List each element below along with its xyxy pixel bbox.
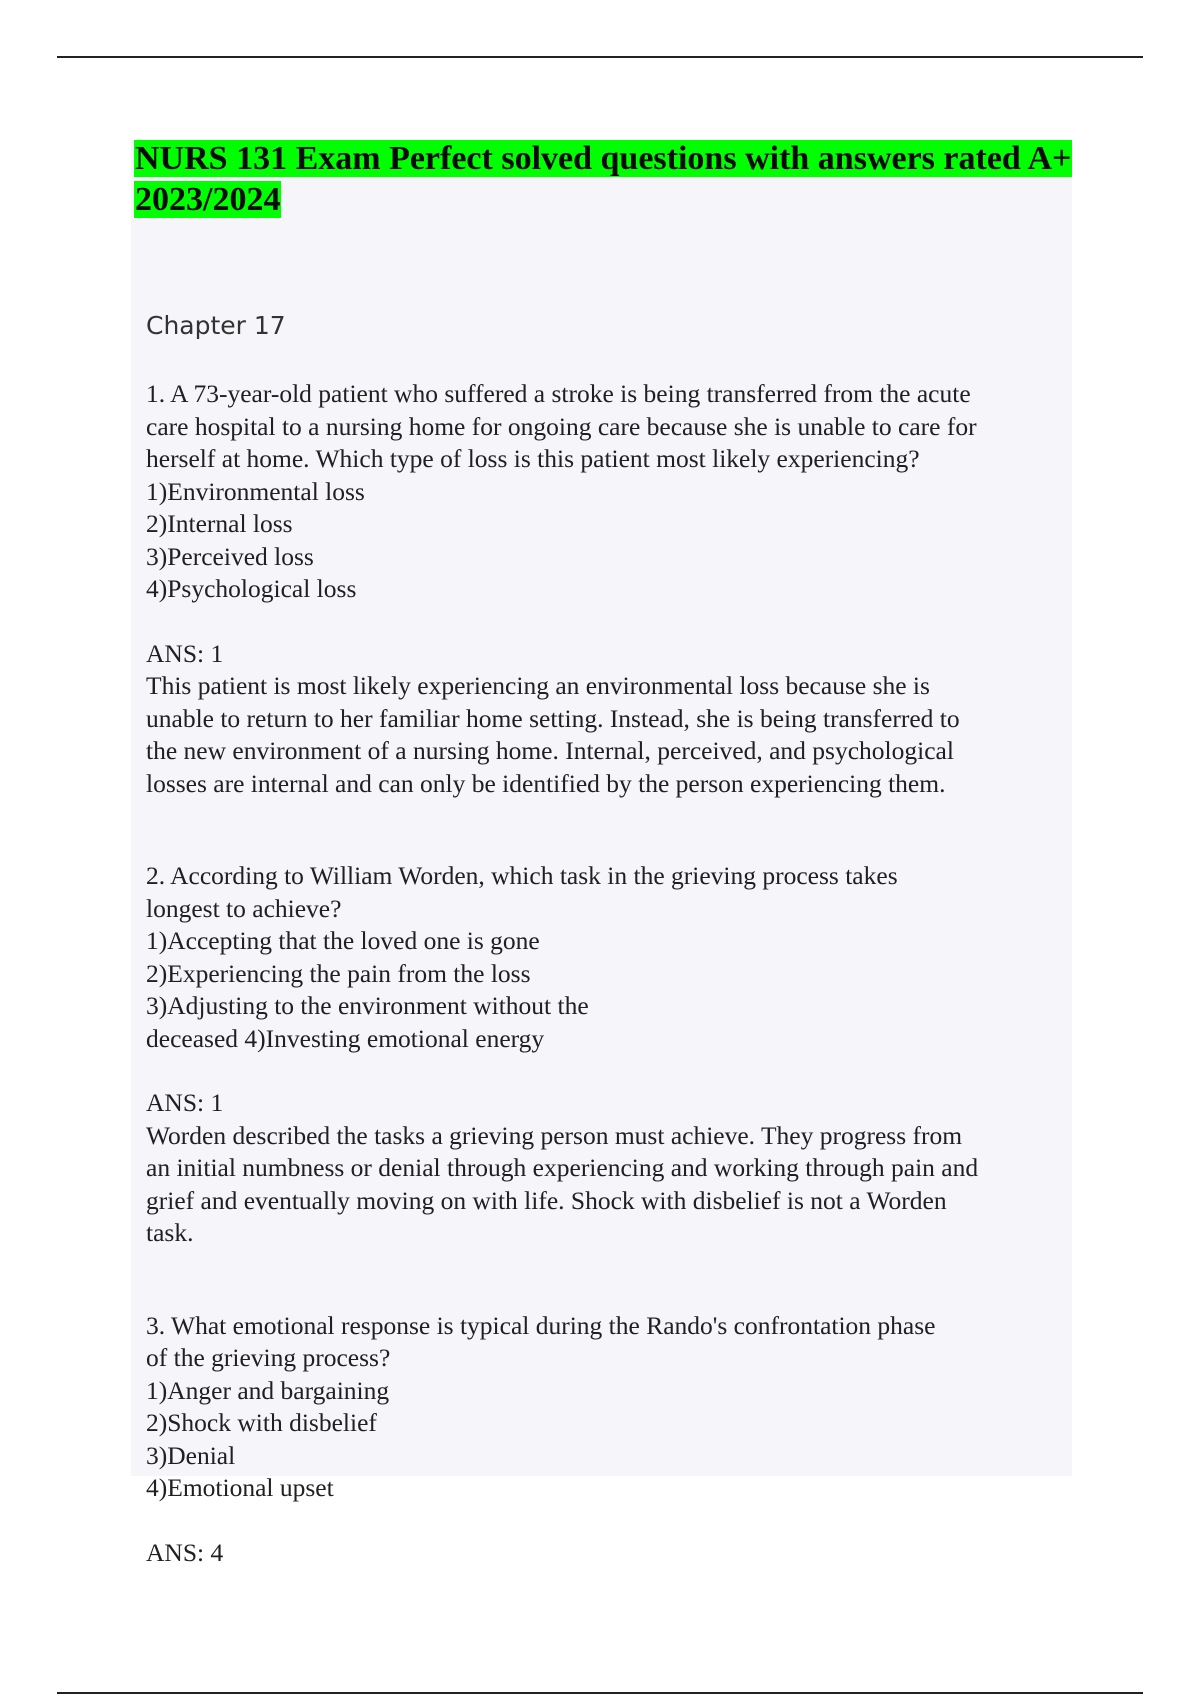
answer-option: 2)Experiencing the pain from the loss [146,958,531,988]
title-highlight: NURS 131 Exam Perfect solved questions with answers rated A+ 2023/2024 [135,140,1072,218]
rationale-line: unable to return to her familiar home setting. Instead, she is being transferred to [146,703,960,733]
document-title [134,138,1084,220]
answer-key: ANS: 4 [146,1537,224,1567]
rationale-line: losses are internal and can only be identified by the person experiencing them. [146,768,946,798]
rationale-line: the new environment of a nursing home. Internal, perceived, and psychological [146,736,954,765]
rationale-line: This patient is most likely experiencing an environmental loss because she is [146,671,930,700]
rationale-line: Worden described the tasks a grieving person must achieve. They progress from [146,1120,963,1150]
answer-key: ANS: 1 [146,1088,224,1117]
answer-option: 1)Accepting that the loved one is gone [146,926,540,955]
answer-option: 3)Perceived loss [146,541,314,571]
top-rule [57,56,1143,58]
answer-option: 3)Adjusting to the environment without the [146,991,589,1020]
question-stem-line: 3. What emotional response is typical during the Rando's confrontation phase [146,1310,936,1340]
spacer [146,1055,1076,1087]
answer-option: 2)Internal loss [146,509,293,538]
rationale-line: task. [146,1218,194,1247]
bottom-rule [57,1692,1143,1694]
question-stem-line: of the grieving process? [146,1343,391,1372]
spacer [146,606,1076,638]
answer-option: 4)Emotional upset [146,1473,334,1502]
question-stem-line: 1. A 73-year-old patient who suffered a stroke is being transferred from the acute [146,379,971,408]
answer-option: 1)Environmental loss [146,476,365,506]
rationale-line: grief and eventually moving on with life. Shock with disbelief is not a Worden [146,1185,947,1215]
question-item [146,860,1076,1250]
answer-option: deceased 4)Investing emotional energy [146,1023,545,1053]
rationale-line: an initial numbness or denial through experiencing and working through pain and [146,1153,979,1182]
question-item [146,1310,1076,1570]
answer-option: 4)Psychological loss [146,574,357,603]
question-stem-line: care hospital to a nursing home for ongoing care because she is unable to care for [146,411,977,441]
spacer [146,800,1076,860]
answer-option: 2)Shock with disbelief [146,1408,377,1437]
chapter-heading: Chapter 17 [146,311,286,340]
spacer [146,1505,1076,1537]
question-stem-line: longest to achieve? [146,893,342,923]
question-stem-line: 2. According to William Worden, which task in the grieving process takes [146,861,898,890]
answer-option: 1)Anger and bargaining [146,1375,390,1405]
answer-option: 3)Denial [146,1440,236,1470]
spacer [146,1250,1076,1310]
answer-key: ANS: 1 [146,638,224,668]
question-stem-line: herself at home. Which type of loss is this patient most likely experiencing? [146,444,920,473]
question-item [146,378,1076,800]
question-list [146,378,1076,1569]
